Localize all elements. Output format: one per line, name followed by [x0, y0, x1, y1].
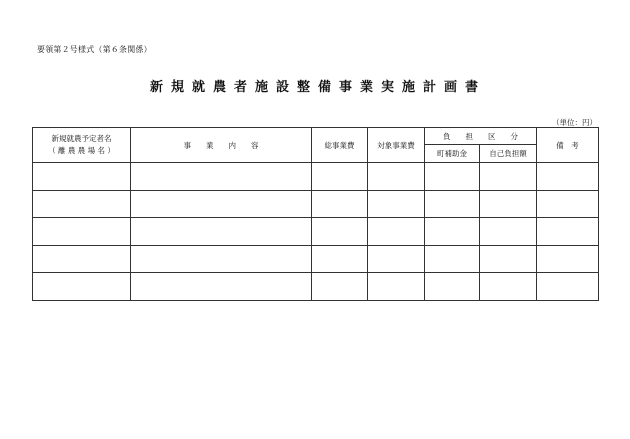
header-town-subsidy: 町補助金: [425, 145, 480, 163]
remarks-cell[interactable]: [537, 190, 599, 218]
remarks-cell[interactable]: [537, 273, 599, 301]
remarks-cell[interactable]: [537, 218, 599, 246]
total-cost-cell[interactable]: [312, 190, 368, 218]
content-cell[interactable]: [131, 190, 312, 218]
content-cell[interactable]: [131, 245, 312, 273]
target-cost-cell[interactable]: [368, 190, 425, 218]
header-self-burden: 自己負担額: [480, 145, 537, 163]
applicant-cell[interactable]: [33, 190, 131, 218]
applicant-cell[interactable]: [33, 273, 131, 301]
town-subsidy-cell[interactable]: [425, 273, 480, 301]
header-target-cost: 対象事業費: [368, 128, 425, 163]
document-title: 新規就農者施設整備事業実施計画書: [149, 80, 486, 95]
self-burden-cell[interactable]: [480, 245, 537, 273]
form-number: 要領第２号様式（第６条関係）: [37, 45, 152, 54]
applicant-cell[interactable]: [33, 245, 131, 273]
header-remarks: 備 考: [537, 128, 599, 163]
target-cost-cell[interactable]: [368, 163, 425, 191]
target-cost-cell[interactable]: [368, 245, 425, 273]
header-burden-category: 負 担 区 分: [425, 128, 537, 145]
header-applicant-name: [33, 128, 131, 163]
header-total-cost: 総事業費: [312, 128, 368, 163]
town-subsidy-cell[interactable]: [425, 190, 480, 218]
header-project-content: 事 業 内 容: [131, 128, 312, 163]
self-burden-cell[interactable]: [480, 163, 537, 191]
self-burden-cell[interactable]: [480, 273, 537, 301]
total-cost-cell[interactable]: [312, 273, 368, 301]
self-burden-cell[interactable]: [480, 190, 537, 218]
table-row: [33, 273, 599, 301]
town-subsidy-cell[interactable]: [425, 218, 480, 246]
town-subsidy-cell[interactable]: [425, 245, 480, 273]
target-cost-cell[interactable]: [368, 218, 425, 246]
content-cell[interactable]: [131, 163, 312, 191]
table-row: [33, 163, 599, 191]
content-cell[interactable]: [131, 273, 312, 301]
town-subsidy-cell[interactable]: [425, 163, 480, 191]
unit-label: （単位：円）: [552, 118, 597, 127]
table-row: [33, 218, 599, 246]
remarks-cell[interactable]: [537, 245, 599, 273]
header-applicant-name-line1: 新規就農予定者名: [51, 134, 112, 143]
header-applicant-name-line2: （ 離 農 農 場 名 ）: [48, 146, 115, 155]
self-burden-cell[interactable]: [480, 218, 537, 246]
table-row: [33, 190, 599, 218]
total-cost-cell[interactable]: [312, 245, 368, 273]
total-cost-cell[interactable]: [312, 163, 368, 191]
applicant-cell[interactable]: [33, 218, 131, 246]
table-row: [33, 245, 599, 273]
plan-table: [32, 127, 599, 301]
remarks-cell[interactable]: [537, 163, 599, 191]
content-cell[interactable]: [131, 218, 312, 246]
target-cost-cell[interactable]: [368, 273, 425, 301]
applicant-cell[interactable]: [33, 163, 131, 191]
total-cost-cell[interactable]: [312, 218, 368, 246]
